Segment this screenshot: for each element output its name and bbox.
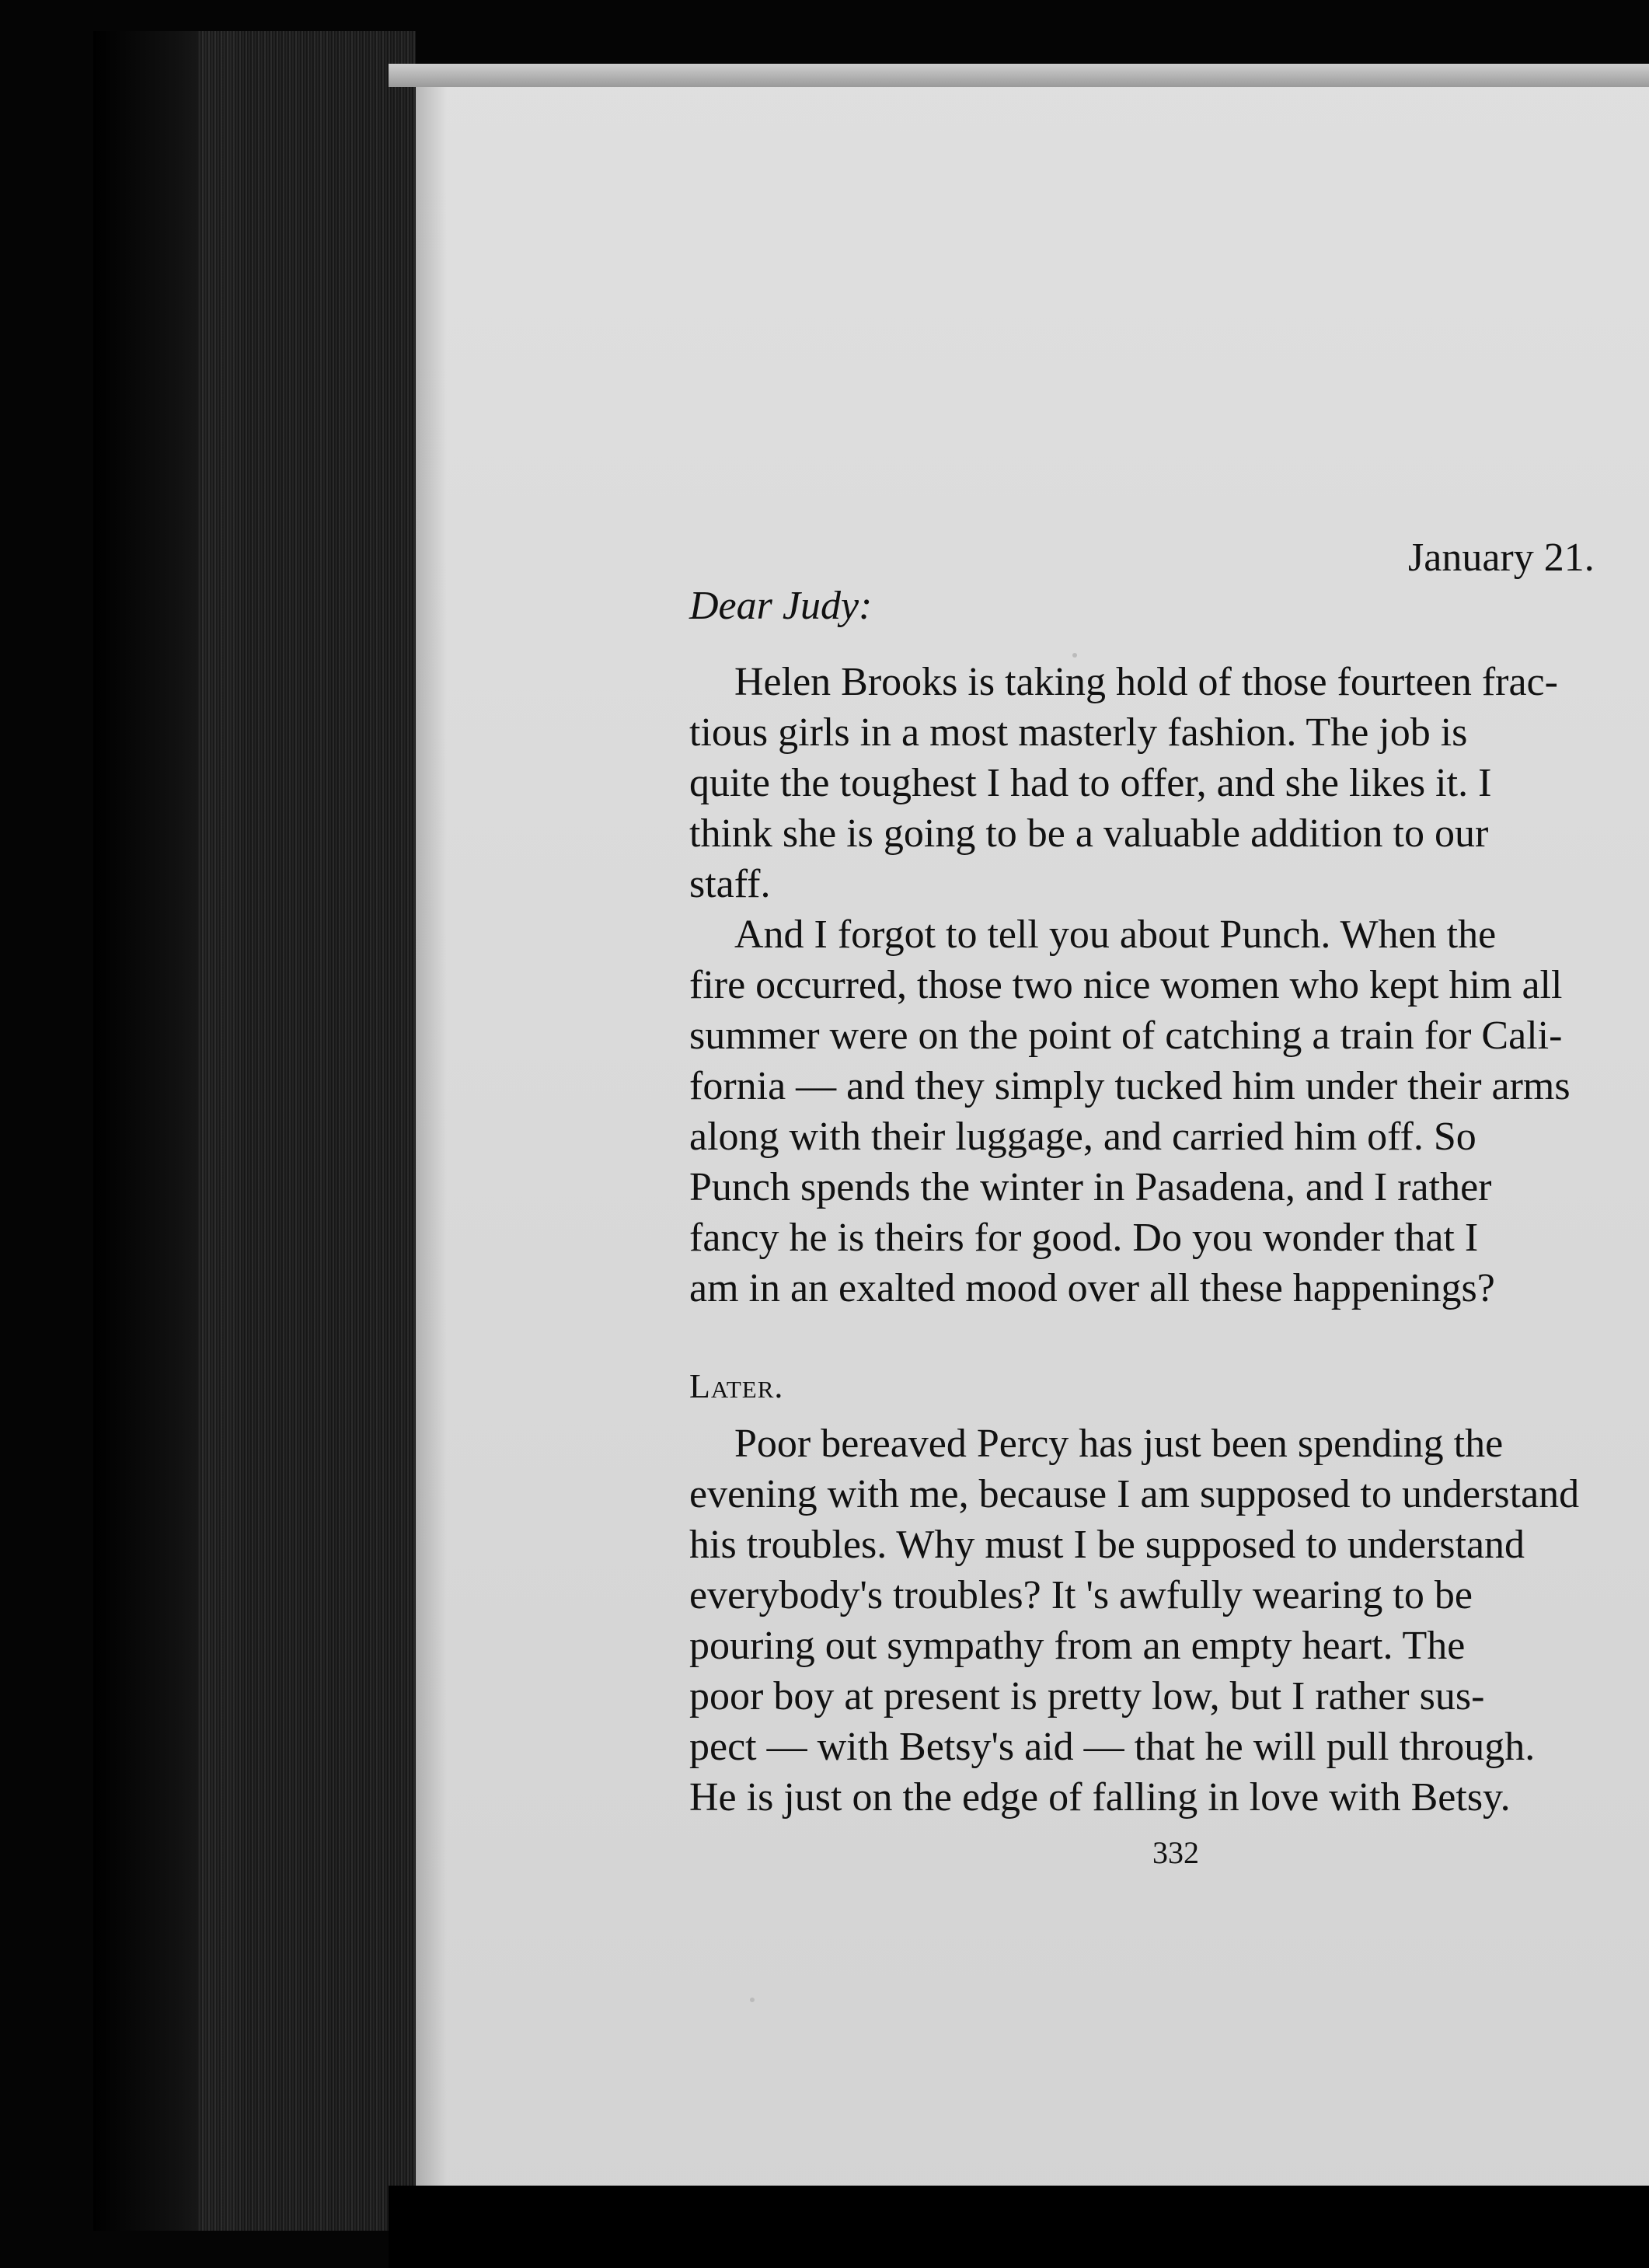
text-line: fancy he is theirs for good. Do you wonder that I [689, 1216, 1479, 1260]
text-line: fire occurred, those two nice women who kept him all [689, 963, 1563, 1007]
text-line: think she is going to be a valuable addition to our [689, 811, 1489, 856]
text-line: quite the toughest I had to offer, and she likes it. I [689, 761, 1492, 805]
text-line: fornia — and they simply tucked him under their arms [689, 1064, 1571, 1108]
later-heading: Later. [689, 1367, 784, 1405]
paragraph-2 [689, 909, 1649, 1314]
text-line: pouring out sympathy from an empty heart. The [689, 1624, 1466, 1668]
page-bottom-shadow [389, 2186, 1649, 2268]
text-line: Helen Brooks is taking hold of those fourteen frac- [734, 660, 1558, 704]
dust-speck [750, 1998, 755, 2002]
text-line: Poor bereaved Percy has just been spending the [734, 1422, 1504, 1466]
text-line: poor boy at present is pretty low, but I rather sus- [689, 1674, 1485, 1718]
letter-date: January 21. [1408, 536, 1595, 580]
book-top-edge [389, 64, 1649, 87]
paragraph-1 [689, 657, 1649, 909]
text-line: tious girls in a most masterly fashion. The job is [689, 710, 1468, 755]
book-page-edges [198, 31, 416, 2231]
text-line: his troubles. Why must I be supposed to understand [689, 1523, 1525, 1567]
page-number: 332 [1152, 1835, 1199, 1870]
text-line: Punch spends the winter in Pasadena, and I rather [689, 1165, 1492, 1209]
text-line: am in an exalted mood over all these happenings? [689, 1266, 1495, 1310]
text-line: everybody's troubles? It 's awfully wearing to be [689, 1573, 1473, 1617]
text-line: staff. [689, 862, 771, 906]
text-line: And I forgot to tell you about Punch. When the [734, 912, 1497, 957]
text-line: summer were on the point of catching a train for Cali- [689, 1014, 1563, 1058]
letter-salutation: Dear Judy: [689, 584, 873, 628]
paragraph-3 [689, 1418, 1649, 1823]
text-line: He is just on the edge of falling in love with Betsy. [689, 1775, 1511, 1820]
text-line: pect — with Betsy's aid — that he will pull through. [689, 1725, 1536, 1769]
text-line: along with their luggage, and carried him off. So [689, 1115, 1476, 1159]
text-line: evening with me, because I am supposed to understand [689, 1472, 1580, 1516]
